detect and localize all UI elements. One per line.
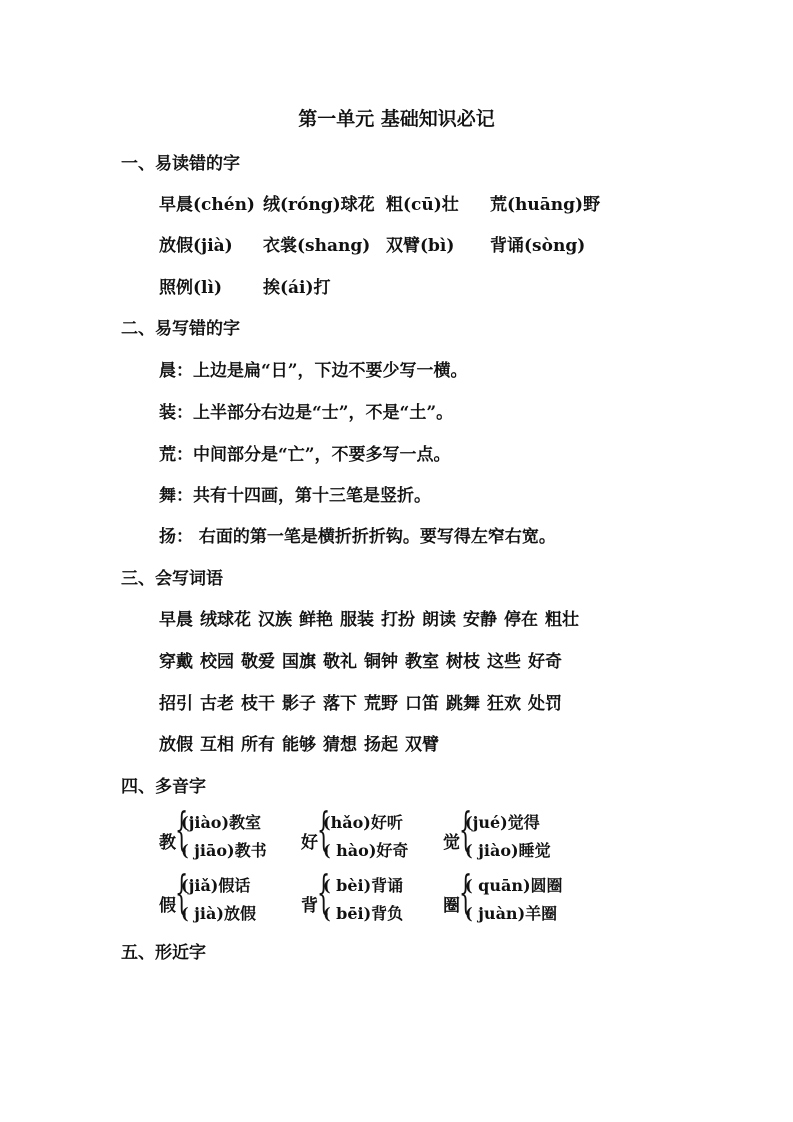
vocab-word: 口笛 xyxy=(405,694,439,714)
polyphone-reading: ( bèi)背诵 xyxy=(323,876,404,895)
vocab-word: 招引 xyxy=(159,694,193,714)
vocab-word: 荒野 xyxy=(364,694,398,714)
page-title: 第一单元 基础知识必记 xyxy=(298,108,495,130)
vocab-word: 鲜艳 xyxy=(299,610,333,630)
reading-item: 双臂(bì) xyxy=(386,236,455,256)
brace-glyph: { xyxy=(317,802,331,856)
vocab-row xyxy=(159,605,586,630)
writing-note: 晨：上边是扁“日”，下边不要少写一横。 xyxy=(159,361,468,381)
vocab-word: 狂欢 xyxy=(487,694,521,714)
polyphone-reading: ( quān)圆圈 xyxy=(465,876,563,895)
section-heading-vocab: 三、会写词语 xyxy=(121,569,223,589)
reading-item: 照例(lì) xyxy=(159,278,223,298)
polyphone-char: 好 xyxy=(301,833,318,853)
vocab-word: 好奇 xyxy=(528,652,562,672)
vocab-word: 双臂 xyxy=(405,735,439,755)
vocab-word: 停在 xyxy=(504,610,538,630)
vocab-word: 所有 xyxy=(241,735,275,755)
section-heading-readings: 一、易读错的字 xyxy=(121,154,240,174)
polyphone-reading: (jiǎ)假话 xyxy=(181,876,251,895)
vocab-word: 校园 xyxy=(200,652,234,672)
vocab-word: 穿戴 xyxy=(159,652,193,672)
vocab-word: 影子 xyxy=(282,694,316,714)
vocab-word: 这些 xyxy=(487,652,521,672)
vocab-word: 落下 xyxy=(323,694,357,714)
reading-item: 衣裳(shang) xyxy=(263,236,371,256)
vocab-word: 扬起 xyxy=(364,735,398,755)
section-heading-writing: 二、易写错的字 xyxy=(121,319,240,339)
vocab-word: 猜想 xyxy=(323,735,357,755)
polyphone-reading: (hǎo)好听 xyxy=(323,813,403,832)
writing-note: 扬： 右面的第一笔是横折折折钩。要写得左窄右宽。 xyxy=(159,527,556,547)
polyphone-reading: ( juàn)羊圈 xyxy=(465,904,558,923)
reading-item: 挨(ái)打 xyxy=(263,278,331,298)
polyphone-reading: ( jià)放假 xyxy=(181,904,256,923)
polyphone-reading: (jué)觉得 xyxy=(465,813,540,832)
vocab-word: 教室 xyxy=(405,652,439,672)
vocab-word: 安静 xyxy=(463,610,497,630)
vocab-word: 树枝 xyxy=(446,652,480,672)
brace-glyph: { xyxy=(459,865,473,919)
vocab-word: 枝干 xyxy=(241,694,275,714)
vocab-word: 敬礼 xyxy=(323,652,357,672)
writing-note: 荒：中间部分是“亡”，不要多写一点。 xyxy=(159,445,451,465)
section-heading-similar-chars: 五、形近字 xyxy=(121,943,206,963)
reading-item: 荒(huāng)野 xyxy=(490,195,601,215)
polyphone-reading: ( bēi)背负 xyxy=(323,904,404,923)
polyphone-reading: ( hào)好奇 xyxy=(323,841,409,860)
vocab-row xyxy=(159,689,569,714)
section-heading-polyphones: 四、多音字 xyxy=(121,777,206,797)
vocab-row xyxy=(159,730,446,755)
vocab-row xyxy=(159,647,569,672)
vocab-word: 粗壮 xyxy=(545,610,579,630)
vocab-word: 铜钟 xyxy=(364,652,398,672)
vocab-word: 汉族 xyxy=(258,610,292,630)
polyphone-char: 假 xyxy=(159,896,176,916)
brace-glyph: { xyxy=(317,865,331,919)
brace-glyph: { xyxy=(175,802,189,856)
reading-item: 背诵(sòng) xyxy=(490,236,586,256)
vocab-word: 敬爱 xyxy=(241,652,275,672)
brace-glyph: { xyxy=(459,802,473,856)
polyphone-char: 背 xyxy=(301,896,318,916)
reading-item: 早晨(chén) xyxy=(159,195,255,215)
polyphone-reading: ( jiào)睡觉 xyxy=(465,841,551,860)
brace-glyph: { xyxy=(175,865,189,919)
vocab-word: 朗读 xyxy=(422,610,456,630)
reading-item: 放假(jià) xyxy=(159,236,233,256)
polyphone-reading: ( jiāo)教书 xyxy=(181,841,267,860)
vocab-word: 打扮 xyxy=(381,610,415,630)
polyphone-char: 圈 xyxy=(443,896,460,916)
polyphone-reading: (jiào)教室 xyxy=(181,813,262,832)
vocab-word: 互相 xyxy=(200,735,234,755)
vocab-word: 能够 xyxy=(282,735,316,755)
vocab-word: 跳舞 xyxy=(446,694,480,714)
polyphone-char: 觉 xyxy=(443,833,460,853)
polyphone-char: 教 xyxy=(159,833,176,853)
vocab-word: 放假 xyxy=(159,735,193,755)
reading-item: 粗(cū)壮 xyxy=(386,195,459,215)
writing-note: 舞：共有十四画，第十三笔是竖折。 xyxy=(159,486,431,506)
vocab-word: 处罚 xyxy=(528,694,562,714)
vocab-word: 服装 xyxy=(340,610,374,630)
writing-note: 装：上半部分右边是“士”，不是“土”。 xyxy=(159,403,454,423)
vocab-word: 国旗 xyxy=(282,652,316,672)
reading-item: 绒(róng)球花 xyxy=(263,195,375,215)
vocab-word: 绒球花 xyxy=(200,610,251,630)
vocab-word: 早晨 xyxy=(159,610,193,630)
vocab-word: 古老 xyxy=(200,694,234,714)
